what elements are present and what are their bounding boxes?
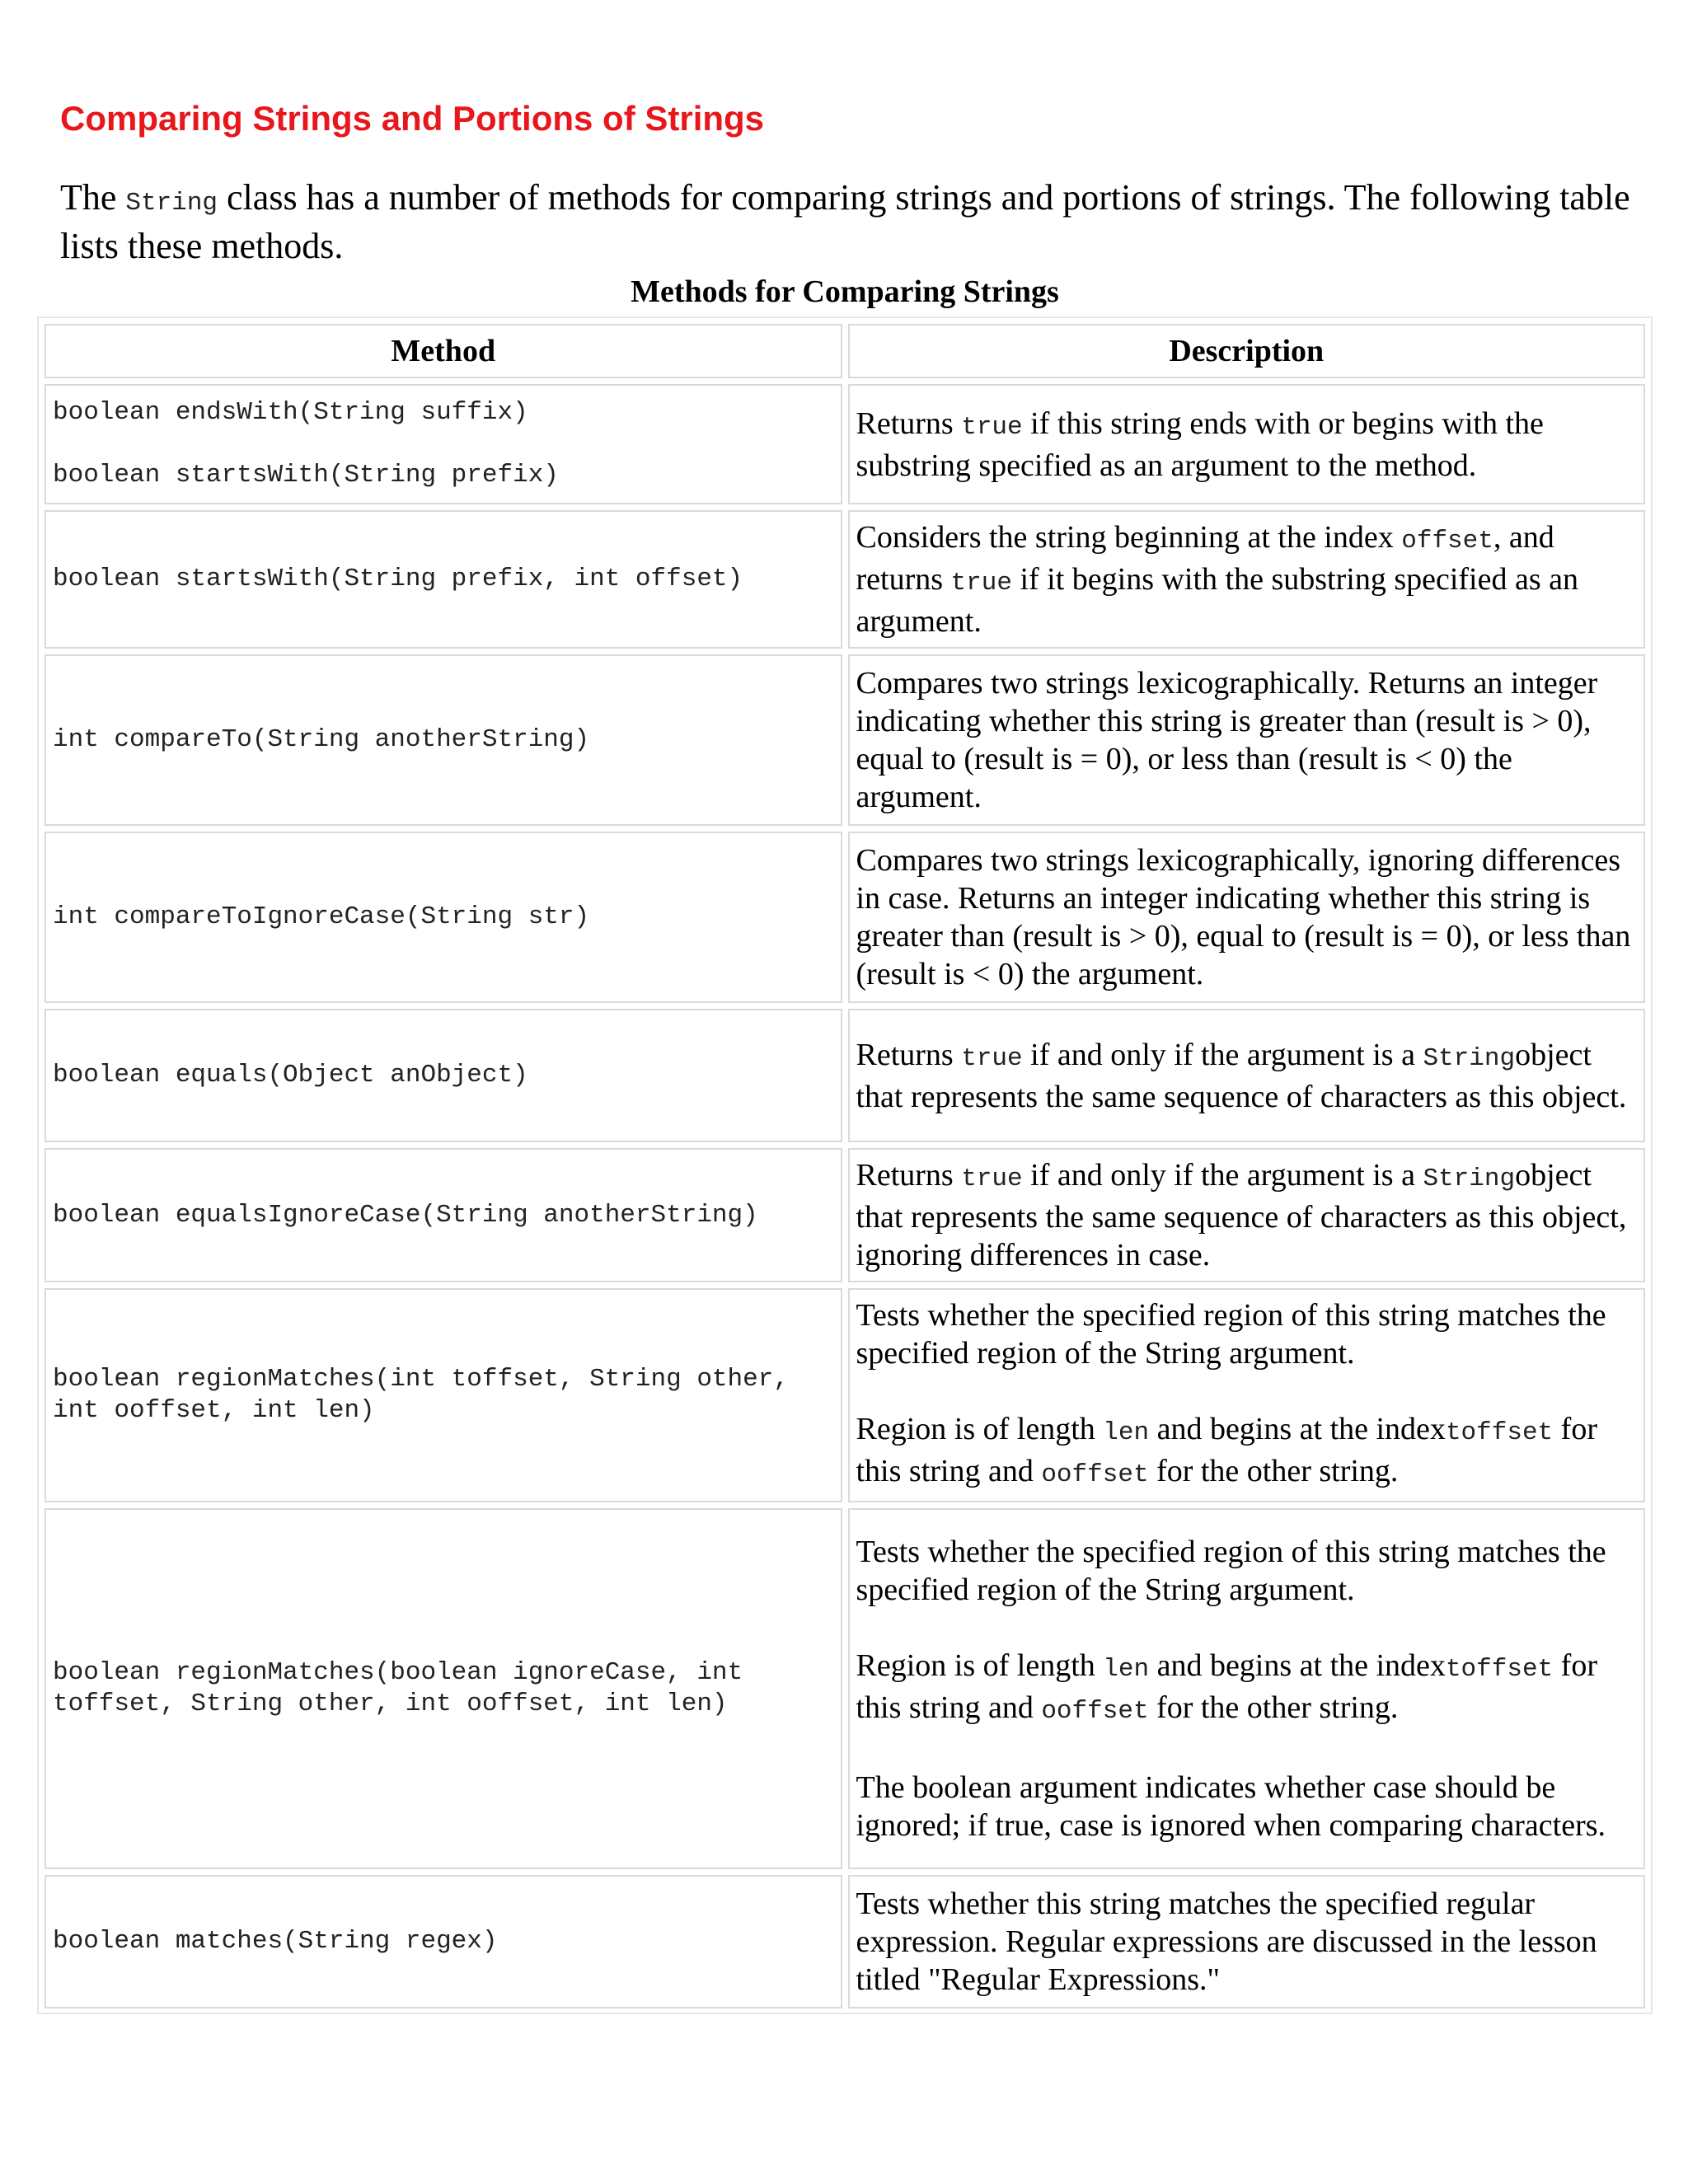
method-description-cell (848, 1875, 1646, 2008)
description-text: if and only if the argument is a (1022, 1158, 1423, 1193)
description-text: Returns (856, 1037, 962, 1072)
inline-code: ooffset (1041, 1460, 1149, 1489)
inline-code: len (1103, 1655, 1150, 1684)
description-text: Region is of length (856, 1648, 1104, 1683)
method-signature: boolean equals(Object anObject) (53, 1061, 528, 1090)
method-description-cell (848, 1009, 1646, 1142)
method-signature-cell (45, 1288, 842, 1502)
description-paragraph (856, 1156, 1638, 1274)
method-signature: boolean regionMatches(boolean ignoreCase, int toffset, String other, int ooffset, int len) (53, 1658, 743, 1718)
description-text: Returns (856, 405, 962, 441)
intro-text-end: class has a number of methods for comparing strings and portions of strings. The following table lists these methods. (60, 177, 1630, 266)
description-text: if and only if the argument is a (1022, 1037, 1423, 1072)
description-text: if it begins with the substring specified as an argument. (856, 562, 1578, 639)
method-signature: boolean endsWith(String suffix) (53, 398, 528, 427)
method-signature: boolean regionMatches(int toffset, String other, int ooffset, int len) (53, 1365, 789, 1425)
method-signature: int compareToIgnoreCase(String str) (53, 902, 590, 931)
description-text: for the other string. (1148, 1690, 1399, 1725)
method-signature: boolean startsWith(String prefix, int offset) (53, 565, 743, 593)
description-text: Tests whether the specified region of this string matches the specified region of the String argument. (856, 1298, 1606, 1371)
description-paragraph (856, 841, 1638, 993)
description-text: Tests whether the specified region of this string matches the specified region of the String argument. (856, 1535, 1606, 1607)
table-row (45, 1875, 1645, 2008)
description-paragraph (856, 664, 1638, 816)
inline-code: String (1423, 1165, 1516, 1193)
table-caption: Methods for Comparing Strings (631, 274, 1059, 309)
method-signature-cell (45, 1009, 842, 1142)
description-text: Region is of length (856, 1412, 1104, 1446)
description-text: for this string and (856, 1412, 1597, 1488)
method-signature: boolean equalsIgnoreCase(String anotherString) (53, 1200, 758, 1230)
inline-code: ooffset (1041, 1697, 1149, 1726)
inline-code: true (961, 412, 1023, 442)
description-paragraph (856, 518, 1638, 640)
inline-code: true (950, 569, 1012, 598)
description-text: The boolean argument indicates whether case should be ignored; if true, case is ignored when comparing characters. (856, 1770, 1606, 1843)
method-signature-cell (45, 832, 842, 1003)
table-row (45, 510, 1645, 649)
description-text: and begins at the index (1149, 1412, 1446, 1446)
method-signature: boolean startsWith(String prefix) (53, 461, 559, 490)
description-paragraph (856, 1885, 1638, 1999)
page-heading: Comparing Strings and Portions of Strings (60, 99, 765, 138)
table-header-row (45, 324, 1645, 378)
description-text: and begins at the index (1149, 1648, 1446, 1683)
method-description-cell (848, 510, 1646, 649)
description-text: if this string ends with or begins with the substring specified as an argument to the method. (856, 405, 1544, 483)
description-paragraph (856, 1647, 1638, 1731)
inline-code: true (961, 1043, 1023, 1073)
method-signature-cell (45, 654, 842, 826)
description-text: Considers the string beginning at the index (856, 520, 1402, 555)
methods-table (39, 318, 1651, 2014)
description-paragraph (856, 1410, 1638, 1494)
intro-paragraph (60, 176, 1634, 268)
table-row (45, 832, 1645, 1003)
description-text: object that represents the same sequence of characters as this object, ignoring differences in case. (856, 1158, 1627, 1272)
description-paragraph (856, 1533, 1638, 1609)
description-text: for this string and (856, 1648, 1597, 1725)
table-row (45, 654, 1645, 826)
description-text: , and returns (856, 520, 1554, 597)
method-description-cell (848, 654, 1646, 826)
method-signature-cell (45, 384, 842, 504)
table-row (45, 1288, 1645, 1502)
table-row (45, 384, 1645, 504)
description-paragraph (856, 405, 1638, 485)
methods-table-body (45, 384, 1645, 2008)
description-text: Returns (856, 1158, 962, 1193)
description-paragraph (856, 1296, 1638, 1372)
inline-code: toffset (1445, 1655, 1554, 1684)
description-text: Compares two strings lexicographically. Returns an integer indicating whether this string is greater than (result is > 0), equal to (result is = 0), or less than (result is < 0) the argument. (856, 666, 1598, 814)
methods-table-frame (37, 316, 1653, 2014)
method-description-cell (848, 1288, 1646, 1502)
method-signature-cell (45, 1508, 842, 1869)
inline-code: String (1423, 1043, 1516, 1073)
table-row (45, 1508, 1645, 1869)
description-text: Tests whether this string matches the specified regular expression. Regular expressions are discussed in the lesson titled "Regular Expressions." (856, 1886, 1597, 1997)
header-description: Description (848, 324, 1646, 378)
table-row (45, 1148, 1645, 1282)
method-signature: int compareTo(String anotherString) (53, 725, 590, 754)
intro-text-start: The (60, 177, 126, 218)
method-signature-cell (45, 1875, 842, 2008)
description-text: for the other string. (1148, 1454, 1399, 1488)
method-signature-cell (45, 510, 842, 649)
method-description-cell (848, 832, 1646, 1003)
method-description-cell (848, 384, 1646, 504)
description-text: object that represents the same sequence of characters as this object. (856, 1037, 1627, 1114)
method-description-cell (848, 1148, 1646, 1282)
description-paragraph (856, 1036, 1638, 1116)
inline-code: offset (1401, 527, 1493, 555)
inline-code: len (1103, 1418, 1150, 1447)
description-text: Compares two strings lexicographically, ignoring differences in case. Returns an integer indicating whether this string is greater than (result is > 0), equal to (result is = 0), or less than (result is < 0) the argument. (856, 843, 1631, 991)
method-signature: boolean matches(String regex) (53, 1927, 498, 1956)
table-row (45, 1009, 1645, 1142)
header-method: Method (45, 324, 842, 378)
inline-code: true (961, 1165, 1023, 1193)
description-paragraph (856, 1769, 1638, 1844)
intro-code-string: String (125, 189, 218, 218)
method-signature-cell (45, 1148, 842, 1282)
method-description-cell (848, 1508, 1646, 1869)
inline-code: toffset (1445, 1418, 1554, 1447)
